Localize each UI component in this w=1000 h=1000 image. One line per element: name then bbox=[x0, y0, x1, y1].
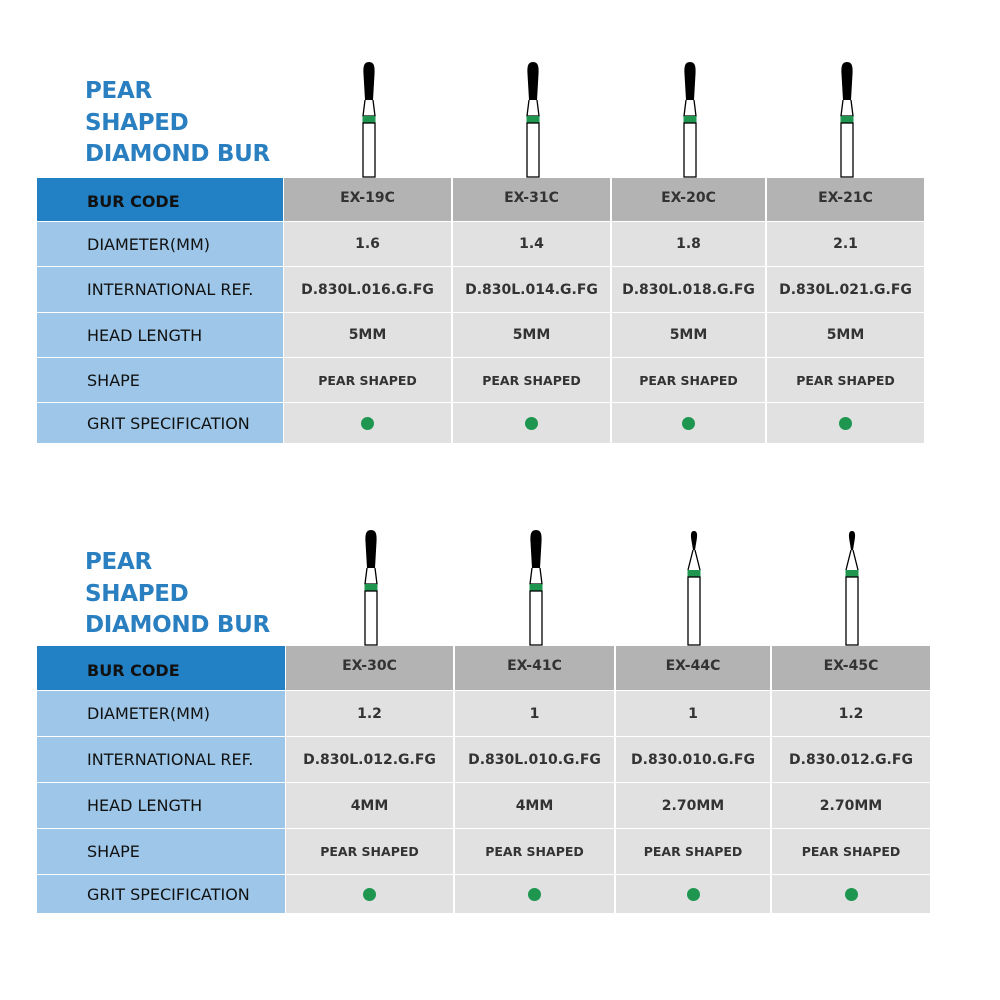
table-row bbox=[37, 267, 926, 313]
head_length-cell: 4MM bbox=[455, 783, 616, 829]
diameter-cell: 1 bbox=[616, 691, 772, 737]
table-row bbox=[37, 358, 926, 403]
ref-cell: D.830L.018.G.FG bbox=[612, 267, 767, 313]
shape-cell: PEAR SHAPED bbox=[772, 829, 932, 875]
row-label: SHAPE bbox=[37, 358, 284, 403]
head_length-cell: 5MM bbox=[612, 313, 767, 358]
code-cell: EX-31C bbox=[453, 178, 612, 222]
diameter-cell: 2.1 bbox=[767, 222, 926, 267]
ref-cell: D.830L.012.G.FG bbox=[286, 737, 455, 783]
code-cell: EX-30C bbox=[286, 646, 455, 691]
title-line: PEAR bbox=[85, 549, 152, 575]
grit-green-dot-icon bbox=[363, 888, 376, 901]
table-row bbox=[37, 875, 932, 914]
ref-cell: D.830L.014.G.FG bbox=[453, 267, 612, 313]
grit-green-dot-icon bbox=[839, 417, 852, 430]
table-header-row bbox=[37, 178, 926, 222]
shape-cell: PEAR SHAPED bbox=[455, 829, 616, 875]
ref-cell: D.830.010.G.FG bbox=[616, 737, 772, 783]
pear-bur-small-icon bbox=[836, 528, 868, 650]
row-label: HEAD LENGTH bbox=[37, 783, 286, 829]
diameter-cell: 1.4 bbox=[453, 222, 612, 267]
title-line: SHAPED bbox=[85, 580, 189, 607]
spec-table bbox=[37, 646, 932, 914]
table-row bbox=[37, 783, 932, 829]
title-line: SHAPED bbox=[85, 109, 189, 136]
row-label: BUR CODE bbox=[37, 646, 286, 691]
code-cell: EX-19C bbox=[284, 178, 453, 222]
shape-cell: PEAR SHAPED bbox=[453, 358, 612, 403]
pear-bur-large-icon bbox=[831, 60, 863, 182]
row-label: INTERNATIONAL REF. bbox=[37, 267, 284, 313]
row-label: INTERNATIONAL REF. bbox=[37, 737, 286, 783]
shape-cell: PEAR SHAPED bbox=[767, 358, 926, 403]
grit-green-dot-icon bbox=[845, 888, 858, 901]
grit-green-dot-icon bbox=[525, 417, 538, 430]
row-label: GRIT SPECIFICATION bbox=[37, 403, 284, 444]
grit-cell bbox=[772, 875, 932, 914]
head_length-cell: 4MM bbox=[286, 783, 455, 829]
table-header-row bbox=[37, 646, 932, 691]
shape-cell: PEAR SHAPED bbox=[286, 829, 455, 875]
grit-cell bbox=[616, 875, 772, 914]
grit-green-dot-icon bbox=[361, 417, 374, 430]
ref-cell: D.830L.016.G.FG bbox=[284, 267, 453, 313]
diameter-cell: 1.8 bbox=[612, 222, 767, 267]
section-title bbox=[85, 547, 270, 642]
grit-cell bbox=[453, 403, 612, 444]
spec-table bbox=[37, 178, 926, 444]
grit-cell bbox=[612, 403, 767, 444]
diameter-cell: 1.2 bbox=[286, 691, 455, 737]
pear-bur-large-icon bbox=[517, 60, 549, 182]
pear-bur-large-icon bbox=[355, 528, 387, 650]
table-row bbox=[37, 403, 926, 444]
code-cell: EX-20C bbox=[612, 178, 767, 222]
diameter-cell: 1 bbox=[455, 691, 616, 737]
diameter-cell: 1.2 bbox=[772, 691, 932, 737]
code-cell: EX-21C bbox=[767, 178, 926, 222]
row-label: HEAD LENGTH bbox=[37, 313, 284, 358]
code-cell: EX-45C bbox=[772, 646, 932, 691]
table-row bbox=[37, 737, 932, 783]
title-line: DIAMOND BUR bbox=[85, 612, 270, 638]
code-cell: EX-44C bbox=[616, 646, 772, 691]
row-label: DIAMETER(MM) bbox=[37, 691, 286, 737]
head_length-cell: 5MM bbox=[453, 313, 612, 358]
shape-cell: PEAR SHAPED bbox=[616, 829, 772, 875]
pear-bur-small-icon bbox=[678, 528, 710, 650]
shape-cell: PEAR SHAPED bbox=[284, 358, 453, 403]
grit-cell bbox=[284, 403, 453, 444]
pear-bur-large-icon bbox=[353, 60, 385, 182]
row-label: SHAPE bbox=[37, 829, 286, 875]
head_length-cell: 5MM bbox=[284, 313, 453, 358]
code-cell: EX-41C bbox=[455, 646, 616, 691]
ref-cell: D.830.012.G.FG bbox=[772, 737, 932, 783]
table-row bbox=[37, 313, 926, 358]
grit-cell bbox=[455, 875, 616, 914]
ref-cell: D.830L.010.G.FG bbox=[455, 737, 616, 783]
section-title bbox=[85, 76, 270, 171]
shape-cell: PEAR SHAPED bbox=[612, 358, 767, 403]
head_length-cell: 5MM bbox=[767, 313, 926, 358]
pear-bur-large-icon bbox=[520, 528, 552, 650]
grit-green-dot-icon bbox=[682, 417, 695, 430]
title-line: PEAR bbox=[85, 78, 152, 104]
grit-green-dot-icon bbox=[687, 888, 700, 901]
pear-bur-large-icon bbox=[674, 60, 706, 182]
row-label: BUR CODE bbox=[37, 178, 284, 222]
ref-cell: D.830L.021.G.FG bbox=[767, 267, 926, 313]
table-row bbox=[37, 691, 932, 737]
diameter-cell: 1.6 bbox=[284, 222, 453, 267]
head_length-cell: 2.70MM bbox=[616, 783, 772, 829]
grit-cell bbox=[286, 875, 455, 914]
table-row bbox=[37, 829, 932, 875]
table-row bbox=[37, 222, 926, 267]
row-label: GRIT SPECIFICATION bbox=[37, 875, 286, 914]
title-line: DIAMOND BUR bbox=[85, 141, 270, 167]
head_length-cell: 2.70MM bbox=[772, 783, 932, 829]
row-label: DIAMETER(MM) bbox=[37, 222, 284, 267]
grit-green-dot-icon bbox=[528, 888, 541, 901]
grit-cell bbox=[767, 403, 926, 444]
